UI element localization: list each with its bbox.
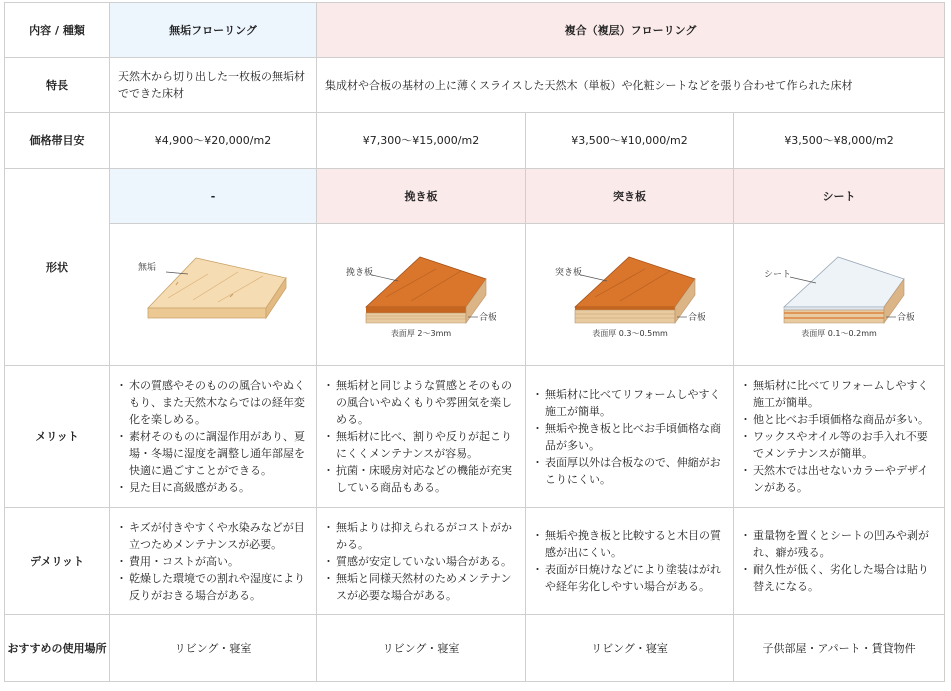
row-header-features: 特長: [5, 58, 110, 113]
label-hikiita: 挽き板: [346, 268, 374, 278]
list-item: ・ 他と比べお手頃価格な商品が多い。: [743, 411, 936, 428]
shape-hikiita-cell: [317, 224, 526, 366]
shape-image-row: [5, 224, 945, 366]
merits-tsukiita: [526, 366, 734, 508]
list-item: ・ キズが付きやすくや水染みなどが目立つためメンテナンスが必要。: [119, 519, 308, 553]
list-item: ・ 無垢材に比べてリフォームしやすく施工が簡単。: [743, 377, 936, 411]
list-item: ・ 無垢よりは抑えられるがコストがかかる。: [326, 519, 517, 553]
column-header-solid: 無垢フローリング: [110, 3, 317, 58]
price-row: [5, 113, 945, 169]
features-row: [5, 58, 945, 113]
merits-hikiita: [317, 366, 526, 508]
list-item: ・ 重量物を置くとシートの凹みや剥がれ、癖が残る。: [743, 527, 936, 561]
recommended-solid: リビング・寝室: [110, 615, 317, 682]
merits-sheet: [734, 366, 945, 508]
recommended-tsukiita: リビング・寝室: [526, 615, 734, 682]
thickness-hikiita: 表面厚 2～3mm: [390, 329, 452, 337]
list-item: ・ 見た目に高級感がある。: [119, 479, 308, 496]
price-hikiita: ¥7,300～¥15,000/m2: [317, 113, 526, 169]
hikiita-diagram: [346, 247, 496, 337]
shape-subheader-hikiita: 挽き板: [317, 169, 526, 224]
list-item: ・ 無垢と同様天然材のためメンテナンスが必要な場合がある。: [326, 570, 517, 604]
tsukiita-diagram: [555, 247, 705, 337]
merits-solid: [110, 366, 317, 508]
row-header-price: 価格帯目安: [5, 113, 110, 169]
row-header-demerits: デメリット: [5, 508, 110, 615]
row-header-category: 内容 / 種類: [5, 3, 110, 58]
label-tsukiita: 突き板: [554, 268, 582, 278]
list-item: ・ 無垢や挽き板と比べお手頃価格な商品が多い。: [535, 420, 725, 454]
features-composite: 集成材や合板の基材の上に薄くスライスした天然木（単板）や化粧シートなどを張り合わせて作られた床材: [317, 58, 945, 113]
row-header-merits: メリット: [5, 366, 110, 508]
shape-subheader-solid: -: [110, 169, 317, 224]
row-header-shape: 形状: [5, 169, 110, 366]
shape-subheader-sheet: シート: [734, 169, 945, 224]
list-item: ・ 表面厚以外は合板なので、伸縮がおこりにくい。: [535, 454, 725, 488]
list-item: ・ 乾燥した環境での割れや湿度により反りがおきる場合がある。: [119, 570, 308, 604]
shape-tsukiita-cell: [526, 224, 734, 366]
thickness-tsukiita: 表面厚 0.3～0.5mm: [591, 329, 668, 337]
list-item: ・ 抗菌・床暖房対応などの機能が充実している商品もある。: [326, 462, 517, 496]
label-solid: 無垢: [138, 263, 157, 273]
list-item: ・ 耐久性が低く、劣化した場合は貼り替えになる。: [743, 561, 936, 595]
demerits-sheet: [734, 508, 945, 615]
flooring-comparison-table: [4, 2, 945, 682]
demerits-row: [5, 508, 945, 615]
demerits-solid: [110, 508, 317, 615]
sheet-diagram: [764, 247, 914, 337]
label-plywood-2: 合板: [687, 313, 705, 323]
list-item: ・ 費用・コストが高い。: [119, 553, 308, 570]
shape-subheader-row: [5, 169, 945, 224]
column-header-composite: 複合（複层）フローリング: [317, 3, 945, 58]
demerits-hikiita: [317, 508, 526, 615]
label-plywood-3: 合板: [897, 313, 915, 323]
list-item: ・ 無垢材と同じような質感とそのものの風合いやぬくもりや雰囲気を楽しめる。: [326, 377, 517, 428]
demerits-tsukiita: [526, 508, 734, 615]
recommended-sheet: 子供部屋・アパート・賃貸物件: [734, 615, 945, 682]
list-item: ・ 質感が安定していない場合がある。: [326, 553, 517, 570]
recommended-row: [5, 615, 945, 682]
solid-wood-diagram: [138, 252, 288, 332]
shape-sheet-cell: [734, 224, 945, 366]
price-tsukiita: ¥3,500～¥10,000/m2: [526, 113, 734, 169]
shape-solid-cell: [110, 224, 317, 366]
features-solid: 天然木から切り出した一枚板の無垢材でできた床材: [110, 58, 317, 113]
shape-subheader-tsukiita: 突き板: [526, 169, 734, 224]
list-item: ・ 無垢や挽き板と比較すると木目の質感が出にくい。: [535, 527, 725, 561]
label-plywood-1: 合板: [479, 313, 496, 323]
price-solid: ¥4,900～¥20,000/m2: [110, 113, 317, 169]
row-header-recommended: おすすめの使用場所: [5, 615, 110, 682]
recommended-hikiita: リビング・寝室: [317, 615, 526, 682]
list-item: ・ ワックスやオイル等のお手入れ不要でメンテナンスが簡単。: [743, 428, 936, 462]
label-sheet: シート: [764, 270, 792, 280]
list-item: ・ 木の質感やそのものの風合いやぬくもり、また天然木ならではの経年変化を楽しめる。: [119, 377, 308, 428]
header-row: [5, 3, 945, 58]
thickness-sheet: 表面厚 0.1～0.2mm: [801, 329, 877, 337]
list-item: ・ 無垢材に比べ、割りや反りが起こりにくくメンテナンスが容易。: [326, 428, 517, 462]
list-item: ・ 無垢材に比べてリフォームしやすく施工が簡単。: [535, 386, 725, 420]
list-item: ・ 天然木では出せないカラーやデザインがある。: [743, 462, 936, 496]
list-item: ・ 表面が日焼けなどにより塗装はがれや経年劣化しやすい場合がある。: [535, 561, 725, 595]
price-sheet: ¥3,500～¥8,000/m2: [734, 113, 945, 169]
merits-row: [5, 366, 945, 508]
list-item: ・ 素材そのものに調湿作用があり、夏場・冬場に湿度を調整し通年部屋を快適に過ごすことができる。: [119, 428, 308, 479]
